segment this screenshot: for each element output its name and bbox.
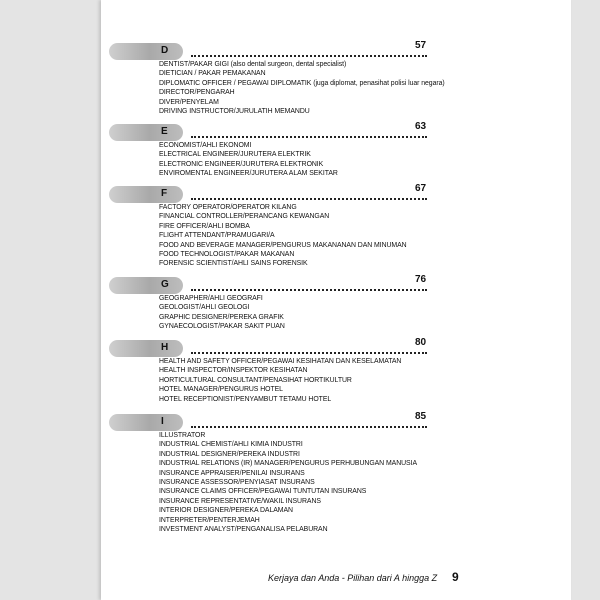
list-item: INDUSTRIAL CHEMIST/AHLI KIMIA INDUSTRI bbox=[159, 441, 303, 449]
dot-leader bbox=[191, 340, 427, 354]
section-page-number: 57 bbox=[415, 40, 427, 51]
list-item: FACTORY OPERATOR/OPERATOR KILANG bbox=[159, 204, 297, 211]
list-item: FOOD AND BEVERAGE MANAGER/PENGURUS MAKANANAN DAN MINUMAN bbox=[159, 241, 407, 249]
list-item: HEALTH INSPECTOR/INSPEKTOR KESIHATAN bbox=[159, 367, 308, 375]
list-item: DIVER/PENYELAM bbox=[159, 98, 219, 106]
letter-tab bbox=[109, 277, 183, 294]
list-item: INDUSTRIAL DESIGNER/PEREKA INDUSTRI bbox=[159, 450, 300, 458]
list-item: FIRE OFFICER/AHLI BOMBA bbox=[159, 222, 250, 230]
section-letter: I bbox=[161, 416, 164, 427]
list-item: HOTEL RECEPTIONIST/PENYAMBUT TETAMU HOTEL bbox=[159, 395, 332, 403]
footer-page-number: 9 bbox=[452, 570, 459, 584]
career-list bbox=[159, 294, 285, 332]
letter-tab bbox=[109, 124, 183, 141]
dot-leader bbox=[191, 277, 427, 291]
dot-leader bbox=[191, 43, 427, 57]
letter-tab bbox=[109, 186, 183, 203]
list-item: INTERPRETER/PENTERJEMAH bbox=[159, 516, 260, 524]
section-letter: G bbox=[161, 279, 169, 290]
list-item: HORTICULTURAL CONSULTANT/PENASIHAT HORTIKULTUR bbox=[159, 376, 352, 384]
section-page-number: 67 bbox=[415, 183, 427, 194]
list-item: GEOLOGIST/AHLI GEOLOGI bbox=[159, 304, 250, 312]
list-item: INDUSTRIAL RELATIONS (IR) MANAGER/PENGURUS PERHUBUNGAN MANUSIA bbox=[159, 460, 418, 468]
list-item: FLIGHT ATTENDANT/PRAMUGARI/A bbox=[159, 232, 275, 240]
letter-tab bbox=[109, 43, 183, 60]
list-item: GEOGRAPHER/AHLI GEOGRAFI bbox=[159, 295, 263, 302]
career-list bbox=[159, 357, 401, 404]
career-list bbox=[159, 141, 338, 179]
section-page-number: 63 bbox=[415, 121, 427, 132]
list-item: ILLUSTRATOR bbox=[159, 432, 206, 439]
section-page-number: 85 bbox=[415, 411, 427, 422]
section-page-number: 76 bbox=[415, 274, 427, 285]
list-item: INVESTMENT ANALYST/PENGANALISA PELABURAN bbox=[159, 526, 328, 534]
list-item: FOOD TECHNOLOGIST/PAKAR MAKANAN bbox=[159, 251, 295, 259]
list-item: GRAPHIC DESIGNER/PEREKA GRAFIK bbox=[159, 313, 284, 321]
dot-leader bbox=[191, 414, 427, 428]
list-item: DRIVING INSTRUCTOR/JURULATIH MEMANDU bbox=[159, 108, 310, 116]
list-item: GYNAECOLOGIST/PAKAR SAKIT PUAN bbox=[159, 323, 285, 331]
list-item: INSURANCE ASSESSOR/PENYIASAT INSURANS bbox=[159, 479, 315, 487]
list-item: DENTIST/PAKAR GIGI (also dental surgeon, dental specialist) bbox=[159, 61, 347, 68]
list-item: FORENSIC SCIENTIST/AHLI SAINS FORENSIK bbox=[159, 260, 308, 268]
list-item: ELECTRONIC ENGINEER/JURUTERA ELEKTRONIK bbox=[159, 160, 324, 168]
list-item: INSURANCE REPRESENTATIVE/WAKIL INSURANS bbox=[159, 497, 321, 505]
letter-tab bbox=[109, 340, 183, 357]
list-item: ELECTRICAL ENGINEER/JURUTERA ELEKTRIK bbox=[159, 151, 311, 159]
list-item: FINANCIAL CONTROLLER/PERANCANG KEWANGAN bbox=[159, 213, 330, 221]
career-list bbox=[159, 431, 417, 534]
section-letter: D bbox=[161, 45, 169, 56]
career-list bbox=[159, 203, 407, 269]
letter-tab bbox=[109, 414, 183, 431]
career-list bbox=[159, 60, 445, 116]
dot-leader bbox=[191, 124, 427, 138]
list-item: INSURANCE APPRAISER/PENILAI INSURANS bbox=[159, 469, 305, 477]
section-letter: H bbox=[161, 342, 169, 353]
list-item: DIRECTOR/PENGARAH bbox=[159, 89, 235, 97]
list-item: ENVIROMENTAL ENGINEER/JURUTERA ALAM SEKITAR bbox=[159, 170, 338, 178]
footer-title: Kerjaya dan Anda - Pilihan dari A hingga Z bbox=[268, 573, 438, 583]
section-letter: E bbox=[161, 126, 168, 137]
list-item: HEALTH AND SAFETY OFFICER/PEGAWAI KESIHATAN DAN KESELAMATAN bbox=[159, 358, 402, 365]
dot-leader bbox=[191, 186, 427, 200]
list-item: INTERIOR DESIGNER/PEREKA DALAMAN bbox=[159, 507, 293, 515]
section-letter: F bbox=[161, 188, 168, 199]
list-item: ECONOMIST/AHLI EKONOMI bbox=[159, 142, 252, 149]
list-item: INSURANCE CLAIMS OFFICER/PEGAWAI TUNTUTAN INSURANS bbox=[159, 488, 367, 496]
list-item: DIETICIAN / PAKAR PEMAKANAN bbox=[159, 70, 266, 78]
list-item: HOTEL MANAGER/PENGURUS HOTEL bbox=[159, 386, 283, 394]
list-item: DIPLOMATIC OFFICER / PEGAWAI DIPLOMATIK (juga diplomat, penasihat polisi luar negara) bbox=[159, 79, 445, 87]
section-page-number: 80 bbox=[415, 337, 427, 348]
